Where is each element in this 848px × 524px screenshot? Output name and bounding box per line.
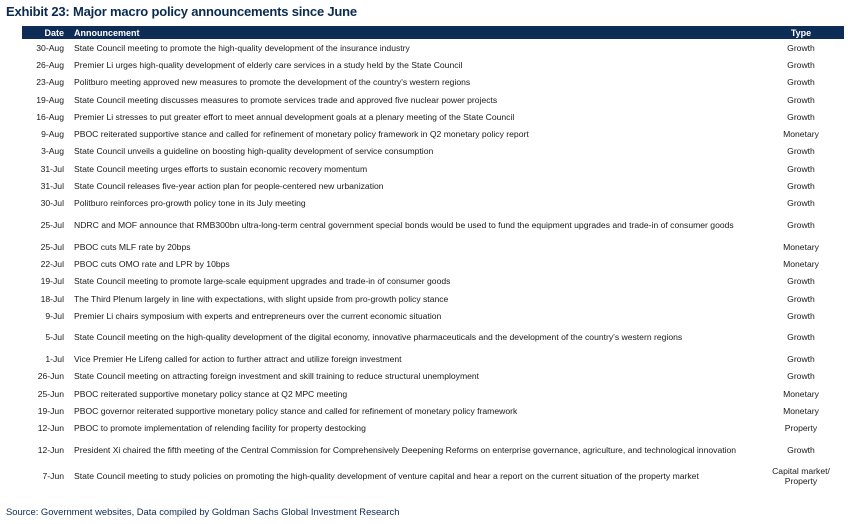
table-row (22, 143, 844, 160)
announcement-cell: State Council meeting urges efforts to sustain economic recovery momentum (74, 163, 368, 174)
date-cell: 25-Jul (40, 219, 64, 230)
type-cell: Monetary (783, 405, 819, 416)
table-row (22, 402, 844, 419)
date-cell: 3-Aug (41, 146, 64, 157)
type-cell: Monetary (783, 241, 819, 252)
table-row (22, 39, 844, 56)
date-cell: 16-Aug (36, 111, 64, 122)
announcement-cell: PBOC reiterated supportive stance and called for refinement of monetary policy framework in Q2 monetary policy report (74, 129, 529, 140)
announcement-cell: PBOC governor reiterated supportive monetary policy stance and called for refinement of monetary policy framework (74, 405, 518, 416)
announcement-cell: Premier Li stresses to put greater effort to meet annual development goals at a plenary meeting of the State Council (74, 111, 515, 122)
table-row (22, 160, 844, 177)
date-cell: 19-Jul (40, 276, 64, 287)
date-cell: 9-Aug (41, 129, 64, 140)
date-cell: 26-Jun (37, 371, 64, 382)
date-cell: 12-Jun (37, 444, 64, 455)
date-cell: 31-Jul (40, 163, 64, 174)
table-row (22, 255, 844, 272)
announcement-cell: President Xi chaired the fifth meeting of the Central Commission for Comprehensively Deepening Reforms on enterprise governance, agriculture, and technological innovation (74, 444, 737, 455)
type-cell: Monetary (783, 388, 819, 399)
announcement-cell: State Council meeting to promote the high-quality development of the insurance industry (74, 42, 410, 53)
table-row (22, 307, 844, 324)
announcement-cell: State Council releases five-year action plan for people-centered new urbanization (74, 181, 384, 192)
announcement-cell: PBOC cuts MLF rate by 20bps (74, 241, 191, 252)
announcements-table (22, 26, 844, 489)
table-row (22, 437, 844, 463)
announcement-cell: Premier Li urges high-quality development of elderly care services in a study held by the State Council (74, 59, 463, 70)
table-header-row (22, 26, 844, 39)
table-row (22, 420, 844, 437)
date-cell: 25-Jun (37, 388, 64, 399)
type-cell: Growth (787, 219, 815, 230)
type-cell: Growth (787, 198, 815, 209)
date-cell: 9-Jul (45, 310, 64, 321)
table-row (22, 273, 844, 290)
type-cell: Growth (787, 332, 815, 343)
announcement-cell: State Council meeting discusses measures to promote services trade and approved five nuclear power projects (74, 94, 498, 105)
type-cell: Growth (787, 354, 815, 365)
announcements-table-container (22, 26, 844, 489)
date-cell: 12-Jun (37, 423, 64, 434)
type-cell: Growth (787, 310, 815, 321)
type-cell: Growth (787, 146, 815, 157)
date-cell: 30-Aug (36, 42, 64, 53)
announcement-cell: State Council meeting on attracting foreign investment and skill training to reduce structural unemployment (74, 371, 480, 382)
type-cell: Property (784, 423, 818, 434)
announcement-cell: State Council meeting to study policies on promoting the high-quality development of venture capital and hear a report on the current situation of the property market (74, 470, 699, 481)
date-cell: 25-Jul (40, 241, 64, 252)
type-cell: Growth (787, 163, 815, 174)
type-cell: Monetary (783, 258, 819, 269)
announcement-cell: State Council meeting on the high-quality development of the digital economy, innovative pharmaceuticals and the development of the country's western regions (74, 332, 683, 343)
date-cell: 22-Jul (40, 258, 64, 269)
type-cell: Growth (787, 276, 815, 287)
table-row (22, 125, 844, 142)
table-row (22, 195, 844, 212)
column-header-type: Type (758, 26, 844, 39)
table-row (22, 56, 844, 73)
type-cell: Capital market/ Property (772, 465, 830, 486)
date-cell: 5-Jul (45, 332, 64, 343)
table-row (22, 177, 844, 194)
table-row (22, 212, 844, 238)
announcement-cell: NDRC and MOF announce that RMB300bn ultra-long-term central government special bonds would be used to fund the equipment upgrades and trade-in of consumer goods (74, 219, 734, 230)
type-cell: Growth (787, 181, 815, 192)
column-header-date: Date (22, 26, 70, 39)
announcement-cell: State Council unveils a guideline on boosting high-quality development of service consumption (74, 146, 434, 157)
table-row (22, 108, 844, 125)
source-note: Source: Government websites, Data compiled by Goldman Sachs Global Investment Research (6, 506, 400, 517)
table-body (22, 39, 844, 489)
table-row (22, 324, 844, 350)
date-cell: 1-Jul (45, 354, 64, 365)
type-cell: Growth (787, 59, 815, 70)
table-row (22, 463, 844, 489)
announcement-cell: Politburo meeting approved new measures to promote the development of the country's western regions (74, 77, 471, 88)
announcement-cell: Vice Premier He Lifeng called for action to further attract and utilize foreign investment (74, 354, 402, 365)
announcement-cell: The Third Plenum largely in line with expectations, with slight upside from pro-growth policy stance (74, 293, 449, 304)
type-cell: Growth (787, 42, 815, 53)
announcement-cell: PBOC reiterated supportive monetary policy stance at Q2 MPC meeting (74, 388, 348, 399)
date-cell: 18-Jul (40, 293, 64, 304)
date-cell: 26-Aug (36, 59, 64, 70)
type-cell: Growth (787, 77, 815, 88)
table-row (22, 290, 844, 307)
column-header-announcement: Announcement (70, 26, 758, 39)
type-cell: Growth (787, 293, 815, 304)
type-cell: Growth (787, 111, 815, 122)
date-cell: 19-Jun (37, 405, 64, 416)
date-cell: 19-Aug (36, 94, 64, 105)
table-row (22, 368, 844, 385)
date-cell: 23-Aug (36, 77, 64, 88)
date-cell: 7-Jun (42, 470, 64, 481)
table-row (22, 238, 844, 255)
type-cell: Growth (787, 371, 815, 382)
table-row (22, 350, 844, 367)
date-cell: 30-Jul (40, 198, 64, 209)
table-row (22, 91, 844, 108)
exhibit-title: Exhibit 23: Major macro policy announcements since June (6, 4, 357, 19)
announcement-cell: PBOC to promote implementation of relending facility for property destocking (74, 423, 366, 434)
announcement-cell: Politburo reinforces pro-growth policy tone in its July meeting (74, 198, 306, 209)
announcement-cell: PBOC cuts OMO rate and LPR by 10bps (74, 258, 230, 269)
type-cell: Growth (787, 94, 815, 105)
type-cell: Growth (787, 444, 815, 455)
announcement-cell: Premier Li chairs symposium with experts and entrepreneurs over the current economic situation (74, 310, 442, 321)
table-row (22, 385, 844, 402)
announcement-cell: State Council meeting to promote large-scale equipment upgrades and trade-in of consumer goods (74, 276, 451, 287)
table-row (22, 74, 844, 91)
date-cell: 31-Jul (40, 181, 64, 192)
type-cell: Monetary (783, 129, 819, 140)
